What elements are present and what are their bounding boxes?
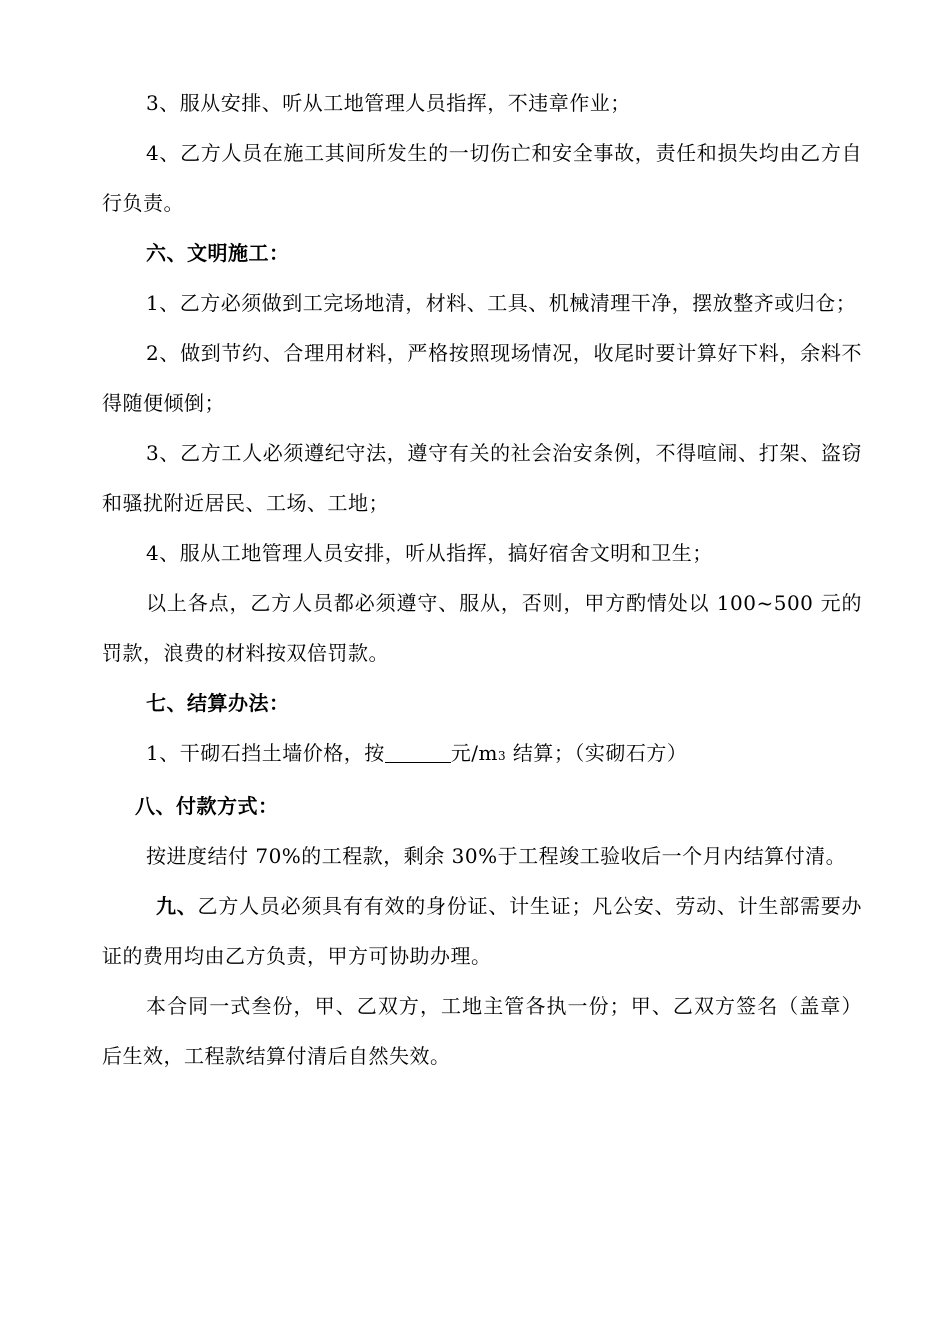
price-blank <box>385 742 451 763</box>
section7-item1-tail: 结算；（实砌石方） <box>506 741 688 765</box>
section7-item1 <box>102 728 862 781</box>
section5-item3: 3、服从安排、听从工地管理人员指挥，不违章作业； <box>146 91 631 115</box>
closing-paragraph: 本合同一式叁份，甲、乙双方，工地主管各执一份；甲、乙双方签名（盖章）后生效，工程款结算付清后自然失效。 <box>102 994 862 1068</box>
section6-penalty: 以上各点，乙方人员都必须遵守、服从，否则，甲方酌情处以 100~500 元的罚款，浪费的材料按双倍罚款。 <box>102 591 862 665</box>
section5-item4: 4、乙方人员在施工其间所发生的一切伤亡和安全事故，责任和损失均由乙方自行负责。 <box>102 141 862 215</box>
contract-page <box>102 78 862 1081</box>
section9-paragraph <box>102 881 862 981</box>
section6-item4: 4、服从工地管理人员安排，听从指挥，搞好宿舍文明和卫生； <box>146 541 713 565</box>
section7-heading: 七、结算办法： <box>146 691 290 715</box>
section9-body: 乙方人员必须具有有效的身份证、计生证；凡公安、劳动、计生部需要办证的费用均由乙方负责，甲方可协助办理。 <box>102 894 863 968</box>
section7-item1-text: 1、干砌石挡土墙价格，按 <box>146 741 385 765</box>
section6-item2: 2、做到节约、合理用材料，严格按照现场情况，收尾时要计算好下料，余料不得随便倾倒； <box>102 341 862 415</box>
section8-body: 按进度结付 70%的工程款，剩余 30%于工程竣工验收后一个月内结算付清。 <box>146 844 847 868</box>
section6-item1: 1、乙方必须做到工完场地清，材料、工具、机械清理干净，摆放整齐或归仓； <box>146 291 857 315</box>
section7-unit: 元/m <box>450 741 498 765</box>
section7-unit-sup: 3 <box>497 749 507 763</box>
section8-heading: 八、付款方式： <box>135 794 279 818</box>
section9-heading: 九、 <box>156 894 198 918</box>
section6-heading: 六、文明施工： <box>146 241 290 265</box>
section6-item3: 3、乙方工人必须遵纪守法，遵守有关的社会治安条例，不得喧闹、打架、盗窃和骚扰附近居民、工场、工地； <box>102 441 862 515</box>
